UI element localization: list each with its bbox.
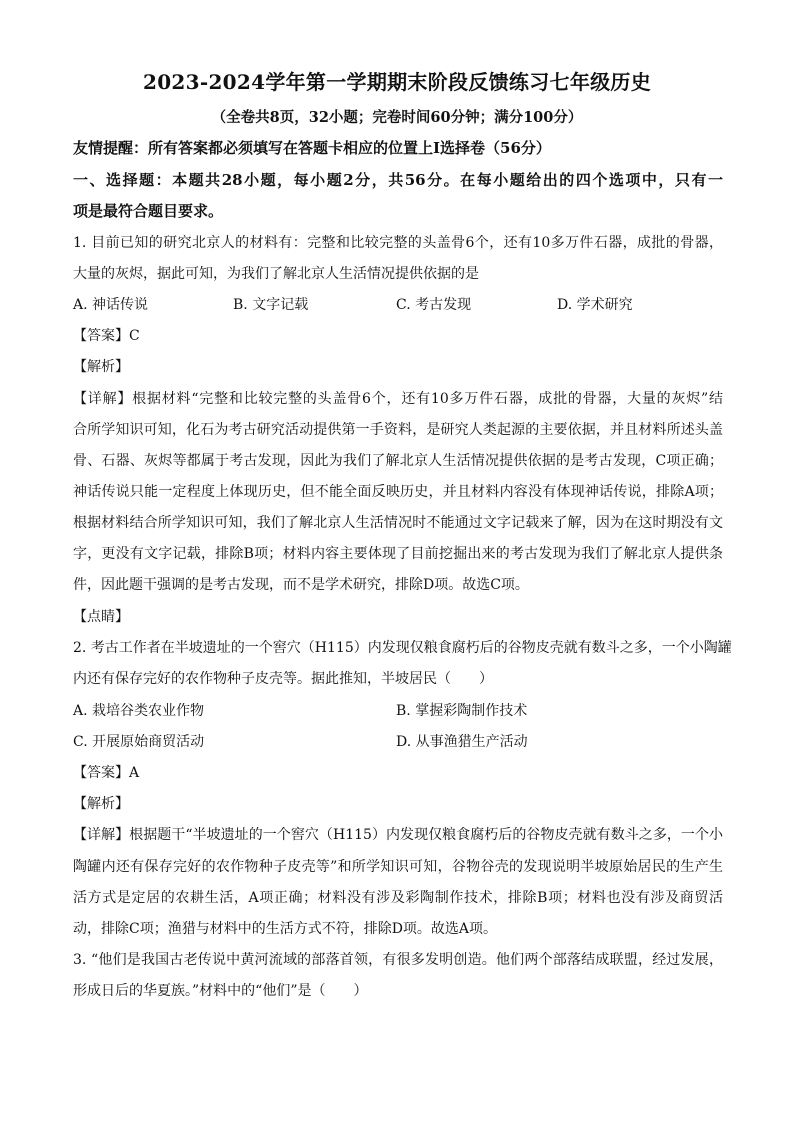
question-2-option-d: D. 从事渔猎生产活动 — [396, 734, 528, 750]
question-1-answer — [73, 326, 140, 346]
question-1-detail-line-6: 字，更没有文字记载，排除B项；材料内容主要体现了目前挖掘出来的考古发现为我们了解北京人提供条 — [73, 546, 723, 562]
question-1-option-c: C. 考古发现 — [396, 297, 472, 313]
question-1-option-d: D. 学术研究 — [557, 297, 633, 313]
section-heading-line-2: 项是最符合题目要求。 — [73, 202, 224, 220]
question-1-detail-line-5: 根据材料结合所学知识可知，我们了解北京人生活情况时不能通过文字记载来了解，因为在这时期没有文 — [73, 515, 723, 531]
question-3-stem-line-2: 形成日后的华夏族。”材料中的“他们”是（ ） — [73, 983, 368, 999]
question-1-option-a: A. 神话传说 — [73, 297, 149, 313]
question-1-detail-line-7: 件，因此题干强调的是考古发现，而不是学术研究，排除D项。故选C项。 — [73, 577, 529, 593]
question-2-detail-line-2: 陶罐内还有保存完好的农作物种子皮壳等”和所学知识可知，谷物谷壳的发现说明半坡原始居民的生产生 — [73, 859, 723, 875]
question-2-stem-line-1: 2. 考古工作者在半坡遗址的一个窖穴（H115）内发现仅粮食腐朽后的谷物皮壳就有数斗之多，一个小陶罐 — [73, 640, 732, 656]
question-1-note-label: 【点睛】 — [73, 609, 129, 625]
answer-label: 【答案】 — [73, 765, 129, 781]
question-1-stem-line-2: 大量的灰烬，据此可知，为我们了解北京人生活情况提供依据的是 — [73, 266, 479, 282]
answer-value: C — [129, 328, 140, 344]
question-2-answer — [73, 763, 139, 783]
question-2-stem-line-2: 内还有保存完好的农作物种子皮壳等。据此推知，半坡居民（ ） — [73, 671, 493, 687]
question-1-option-b: B. 文字记载 — [233, 297, 309, 313]
question-1-detail-line-2: 合所学知识可知，化石为考古研究活动提供第一手资料，是研究人类起源的主要依据，并且材料所述头盖 — [73, 422, 723, 438]
question-2-analysis-label: 【解析】 — [73, 796, 129, 812]
question-2-option-c: C. 开展原始商贸活动 — [73, 734, 205, 750]
answer-value: A — [129, 765, 140, 781]
page-subtitle: （全卷共8页，32小题；完卷时间60分钟；满分100分） — [211, 109, 583, 126]
question-1-stem-line-1: 1. 目前已知的研究北京人的材料有：完整和比较完整的头盖骨6个，还有10多万件石器，成批的骨器， — [73, 235, 723, 251]
question-1-detail-line-1: 【详解】根据材料“完整和比较完整的头盖骨6个，还有10多万件石器，成批的骨器，大量的灰烬”结 — [73, 391, 723, 407]
page-title: 2023-2024学年第一学期期末阶段反馈练习七年级历史 — [142, 70, 652, 94]
question-2-detail-line-4: 动，排除C项；渔猎与材料中的生活方式不符，排除D项。故选A项。 — [73, 921, 498, 937]
question-2-detail-line-1: 【详解】根据题干“半坡遗址的一个窖穴（H115）内发现仅粮食腐朽后的谷物皮壳就有数斗之多，一个小 — [73, 827, 723, 843]
section-heading-line-1: 一、选择题：本题共28小题，每小题2分，共56分。在每小题给出的四个选项中，只有一 — [73, 171, 723, 189]
notice-text: 友情提醒：所有答案都必须填写在答题卡相应的位置上Ⅰ选择卷（56分） — [73, 139, 551, 157]
question-2-option-b: B. 掌握彩陶制作技术 — [396, 703, 528, 719]
answer-label: 【答案】 — [73, 328, 129, 344]
question-2-option-a: A. 栽培谷类农业作物 — [73, 703, 205, 719]
question-3-stem-line-1: 3. “他们是我国古老传说中黄河流域的部落首领，有很多发明创造。他们两个部落结成联盟，经过发展， — [73, 952, 723, 968]
question-2-detail-line-3: 活方式是定居的农耕生活，A项正确；材料没有涉及彩陶制作技术，排除B项；材料也没有涉及商贸活 — [73, 890, 723, 906]
question-1-detail-line-4: 神话传说只能一定程度上体现历史，但不能全面反映历史，并且材料内容没有体现神话传说，排除A项； — [73, 484, 723, 500]
question-1-detail-line-3: 骨、石器、灰烬等都属于考古发现，因此为我们了解北京人生活情况提供依据的是考古发现，C项正确； — [73, 453, 723, 469]
question-1-analysis-label: 【解析】 — [73, 359, 129, 375]
